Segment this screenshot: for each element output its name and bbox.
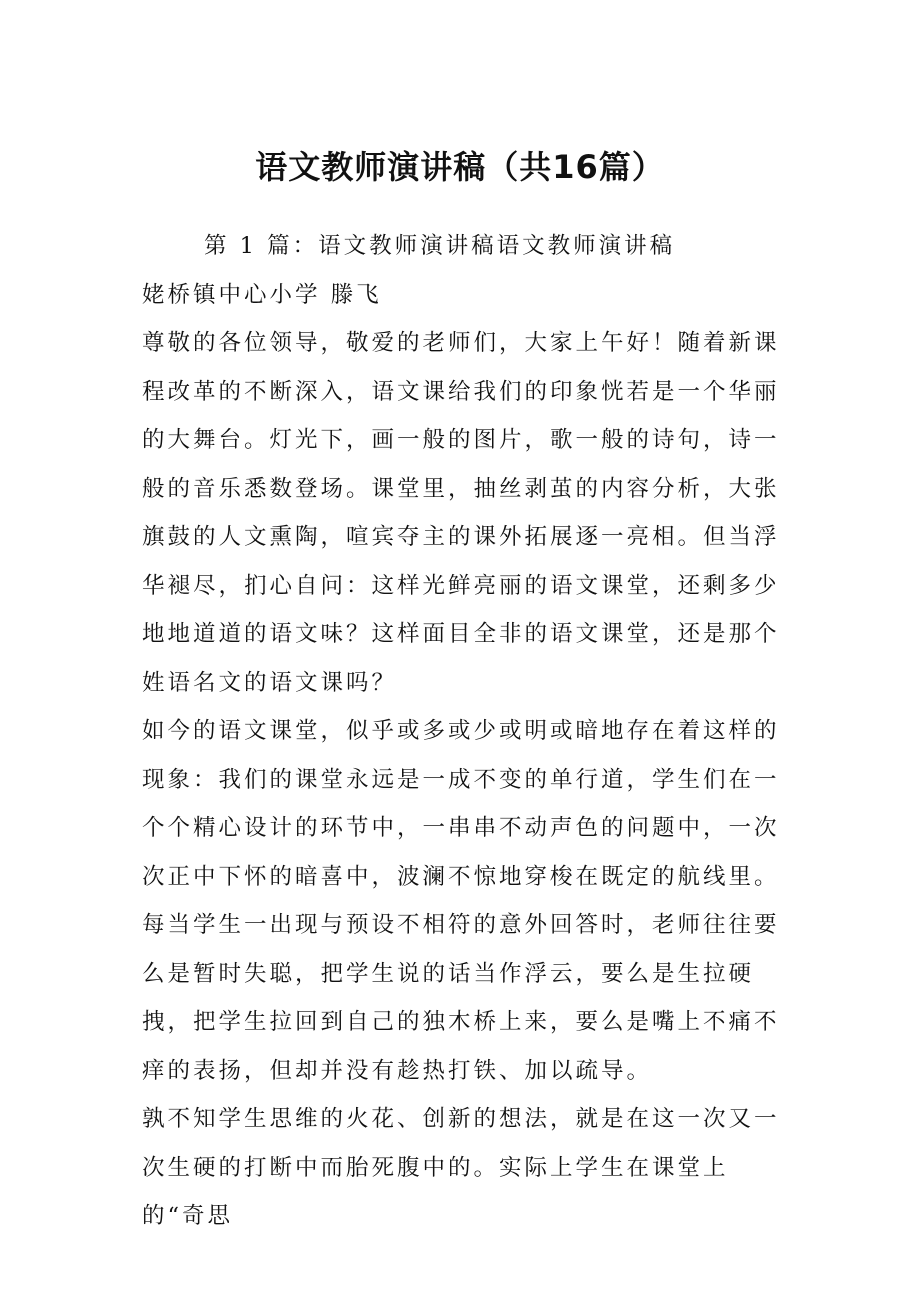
- paragraph-3: 孰不知学生思维的火花、创新的想法，就是在这一次又一次生硬的打断中而胎死腹中的。实际上学生在课堂上的“奇思: [142, 1106, 780, 1229]
- paragraph-1: 尊敬的各位领导，敬爱的老师们，大家上午好！随着新课程改革的不断深入，语文课给我们的印象恍若是一个华丽的大舞台。灯光下，画一般的图片，歌一般的诗句，诗一般的音乐悉数登场。课堂里，抽丝剥茧的内容分析，大张旗鼓的人文熏陶，喧宾夺主的课外拓展逐一亮相。但当浮华褪尽，扪心自问：这样光鲜亮丽的语文课堂，还剩多少地地道道的语文味？这样面目全非的语文课堂，还是那个姓语名文的语文课吗？: [142, 330, 780, 696]
- author-line: 姥桥镇中心小学 滕飞: [142, 281, 382, 308]
- section-heading: 第 1 篇：语文教师演讲稿语文教师演讲稿: [204, 233, 676, 259]
- document-title: 语文教师演讲稿（共16篇）: [255, 148, 665, 186]
- document-body: [142, 222, 782, 1241]
- paragraph-2: 如今的语文课堂，似乎或多或少或明或暗地存在着这样的现象：我们的课堂永远是一成不变的单行道，学生们在一个个精心设计的环节中，一串串不动声色的问题中，一次次正中下怀的暗喜中，波澜不惊地穿梭在既定的航线里。每当学生一出现与预设不相符的意外回答时，老师往往要么是暂时失聪，把学生说的话当作浮云，要么是生拉硬拽，把学生拉回到自己的独木桥上来，要么是嘴上不痛不痒的表扬，但却并没有趁热打铁、加以疏导。: [142, 718, 780, 1084]
